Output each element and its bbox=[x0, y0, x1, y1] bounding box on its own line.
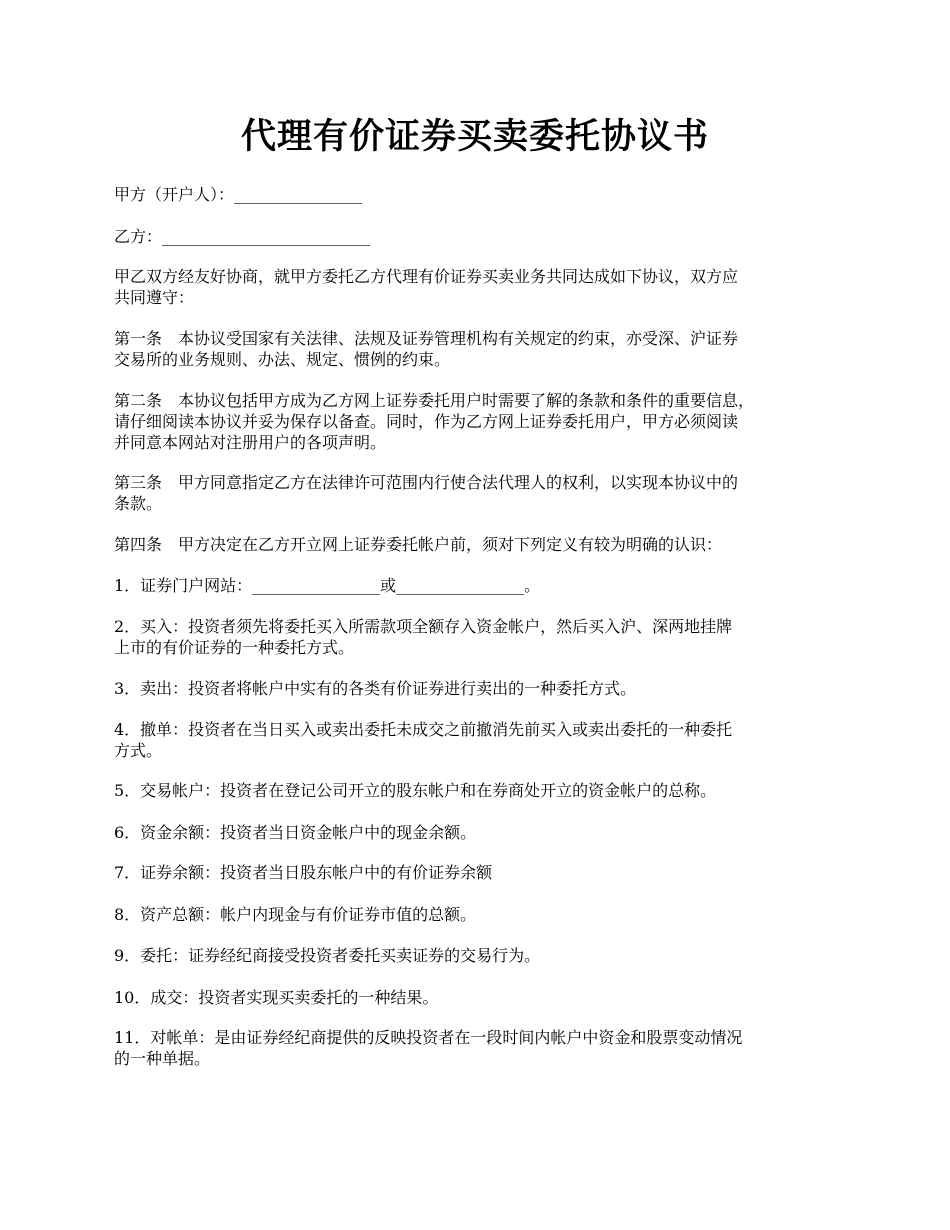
definition-item bbox=[114, 904, 844, 925]
party-b-line bbox=[114, 226, 844, 247]
paragraph-text: 乙方：__________________________ bbox=[114, 227, 371, 246]
article-4 bbox=[114, 534, 844, 555]
paragraph-text: 1．证券门户网站：________________或________________。 bbox=[114, 576, 541, 595]
definition-item bbox=[114, 575, 844, 596]
definition-item bbox=[114, 987, 844, 1008]
paragraph-text: 第三条 甲方同意指定乙方在法律许可范围内行使合法代理人的权利，以实现本协议中的 条款。 bbox=[114, 473, 739, 513]
paragraph-text: 第一条 本协议受国家有关法律、法规及证券管理机构有关规定的约束，亦受深、沪证券 交易所的业务规则、办法、规定、惯例的约束。 bbox=[114, 329, 739, 369]
paragraph-text: 9．委托：证券经纪商接受投资者委托买卖证券的交易行为。 bbox=[114, 946, 541, 965]
definition-item bbox=[114, 719, 844, 761]
party-a-line bbox=[114, 184, 844, 205]
paragraph-text: 10．成交：投资者实现买卖委托的一种结果。 bbox=[114, 988, 439, 1007]
paragraph-text: 11．对帐单：是由证券经纪商提供的反映投资者在一段时间内帐户中资金和股票变动情况 的一种单据。 bbox=[114, 1028, 743, 1068]
paragraph-text: 3．卖出：投资者将帐户中实有的各类有价证券进行卖出的一种委托方式。 bbox=[114, 679, 637, 698]
definition-item bbox=[114, 616, 844, 658]
definition-item bbox=[114, 945, 844, 966]
paragraph-text: 2．买入：投资者须先将委托买入所需款项全额存入资金帐户，然后买入沪、深两地挂牌 上市的有价证券的一种委托方式。 bbox=[114, 617, 733, 657]
article-3 bbox=[114, 472, 844, 514]
definition-item bbox=[114, 780, 844, 801]
definition-item bbox=[114, 678, 844, 699]
preamble-paragraph bbox=[114, 266, 844, 308]
article-2 bbox=[114, 390, 844, 453]
paragraph-text: 4．撤单：投资者在当日买入或卖出委托未成交之前撤消先前买入或卖出委托的一种委托 方式。 bbox=[114, 720, 733, 760]
document-title: 代理有价证券买卖委托协议书 bbox=[240, 116, 709, 157]
definition-item bbox=[114, 822, 844, 843]
paragraph-text: 5．交易帐户：投资者在登记公司开立的股东帐户和在券商处开立的资金帐户的总称。 bbox=[114, 781, 717, 800]
article-1 bbox=[114, 328, 844, 370]
paragraph-text: 8．资产总额：帐户内现金与有价证券市值的总额。 bbox=[114, 905, 477, 924]
paragraph-text: 7．证券余额：投资者当日股东帐户中的有价证券余额 bbox=[114, 863, 493, 882]
paragraph-text: 第四条 甲方决定在乙方开立网上证券委托帐户前，须对下列定义有较为明确的认识： bbox=[114, 535, 723, 554]
paragraph-text: 第二条 本协议包括甲方成为乙方网上证券委托用户时需要了解的条款和条件的重要信息， 请仔细阅读本协议并妥为保存以备查。同时，作为乙方网上证券委托用户，甲方必须阅读 并同意本网站对注册用户的各项声明。 bbox=[114, 391, 755, 452]
definition-item bbox=[114, 1027, 844, 1069]
paragraph-text: 6．资金余额：投资者当日资金帐户中的现金余额。 bbox=[114, 823, 477, 842]
definition-item bbox=[114, 862, 844, 883]
paragraph-text: 甲乙双方经友好协商，就甲方委托乙方代理有价证券买卖业务共同达成如下协议，双方应 共同遵守： bbox=[114, 267, 739, 307]
paragraph-text: 甲方（开户人）：________________ bbox=[114, 185, 363, 204]
